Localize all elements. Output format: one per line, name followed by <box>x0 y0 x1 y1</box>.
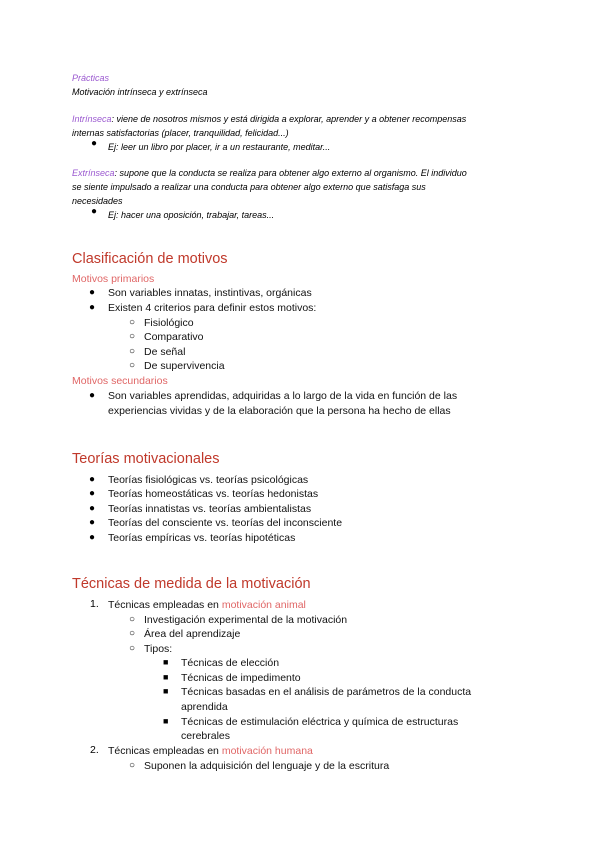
tipo-item: Técnicas de estimulación eléctrica y química de estructuras <box>181 716 459 728</box>
bullet-icon: ● <box>91 206 98 217</box>
motivacion-humana-highlight: motivación humana <box>221 745 313 757</box>
intrinseca-line2: internas satisfactorias (placer, tranquilidad, felicidad...) <box>72 128 289 138</box>
bullet-icon: ● <box>89 503 96 514</box>
tecnicas-item1-prefix: Técnicas empleadas en <box>108 599 222 611</box>
extrinseca-text: : supone que la conducta se realiza para obtener algo externo al organismo. El individuo <box>114 168 467 178</box>
primarios-item: Existen 4 criterios para definir estos motivos: <box>108 302 317 314</box>
tecnicas-subitem: Área del aprendizaje <box>144 628 241 640</box>
secundarios-line2: experiencias vividas y de la elaboración que la persona ha hecho de ellas <box>108 405 451 417</box>
primarios-item: Son variables innatas, instintivas, orgánicas <box>108 287 312 299</box>
circle-bullet-icon: ○ <box>129 346 136 357</box>
teoria-item: Teorías fisiológicas vs. teorías psicológicas <box>108 474 309 486</box>
intrinseca-text: : viene de nosotros mismos y está dirigida a explorar, aprender y a obtener recompensas <box>111 114 467 124</box>
square-bullet-icon: ■ <box>163 657 169 667</box>
bullet-icon: ● <box>89 302 96 313</box>
bullet-icon: ● <box>91 138 98 149</box>
circle-bullet-icon: ○ <box>129 331 136 342</box>
circle-bullet-icon: ○ <box>129 360 136 371</box>
list-number: 2. <box>90 744 99 756</box>
circle-bullet-icon: ○ <box>129 760 136 771</box>
criterio-item: Fisiológico <box>144 317 194 329</box>
criterio-item: De supervivencia <box>144 360 225 372</box>
tecnicas-item2-prefix: Técnicas empleadas en <box>108 745 222 757</box>
tecnicas-item1 <box>108 598 306 613</box>
tecnicas-title: Técnicas de medida de la motivación <box>72 576 311 592</box>
secundarios-line1: Son variables aprendidas, adquiridas a lo largo de la vida en función de las <box>108 390 458 402</box>
circle-bullet-icon: ○ <box>129 643 136 654</box>
intrinseca-line1 <box>72 112 466 126</box>
list-number: 1. <box>90 598 99 610</box>
bullet-icon: ● <box>89 517 96 528</box>
tipo-item: Técnicas basadas en el análisis de parámetros de la conducta <box>181 686 472 698</box>
tecnicas-item2 <box>108 744 313 759</box>
tipo-item-continuation: cerebrales <box>181 730 231 742</box>
tipo-item-continuation: aprendida <box>181 701 228 713</box>
extrinseca-line3: necesidades <box>72 196 123 206</box>
motivos-primarios-label: Motivos primarios <box>72 273 155 285</box>
circle-bullet-icon: ○ <box>129 317 136 328</box>
teoria-item: Teorías del consciente vs. teorías del inconsciente <box>108 517 343 529</box>
extrinseca-term: Extrínseca <box>72 168 115 178</box>
teorias-title: Teorías motivacionales <box>72 451 220 467</box>
square-bullet-icon: ■ <box>163 672 169 682</box>
criterio-item: Comparativo <box>144 331 204 343</box>
teoria-item: Teorías homeostáticas vs. teorías hedonistas <box>108 488 319 500</box>
clasificacion-title: Clasificación de motivos <box>72 251 228 267</box>
extrinseca-line2: se siente impulsado a realizar una conducta para obtener algo externo que satisfaga sus <box>72 182 426 192</box>
practicas-heading: Prácticas <box>72 73 110 83</box>
tipo-item: Técnicas de elección <box>181 657 280 669</box>
bullet-icon: ● <box>89 287 96 298</box>
tecnicas-subitem: Investigación experimental de la motivación <box>144 614 348 626</box>
extrinseca-example: Ej: hacer una oposición, trabajar, tareas... <box>108 210 275 220</box>
bullet-icon: ● <box>89 390 96 401</box>
bullet-icon: ● <box>89 488 96 499</box>
circle-bullet-icon: ○ <box>129 614 136 625</box>
square-bullet-icon: ■ <box>163 716 169 726</box>
criterio-item: De señal <box>144 346 186 358</box>
bullet-icon: ● <box>89 532 96 543</box>
intrinseca-example: Ej: leer un libro por placer, ir a un restaurante, meditar... <box>108 142 331 152</box>
teoria-item: Teorías innatistas vs. teorías ambientalistas <box>108 503 312 515</box>
bullet-icon: ● <box>89 474 96 485</box>
tecnicas-subitem: Tipos: <box>144 643 173 655</box>
circle-bullet-icon: ○ <box>129 628 136 639</box>
tipo-item: Técnicas de impedimento <box>181 672 301 684</box>
motivacion-animal-highlight: motivación animal <box>221 599 306 611</box>
square-bullet-icon: ■ <box>163 686 169 696</box>
teoria-item: Teorías empíricas vs. teorías hipotéticas <box>108 532 296 544</box>
motivos-secundarios-label: Motivos secundarios <box>72 375 168 387</box>
tecnicas-subitem: Suponen la adquisición del lenguaje y de la escritura <box>144 760 390 772</box>
extrinseca-line1 <box>72 166 467 180</box>
practicas-subheading: Motivación intrínseca y extrínseca <box>72 87 208 97</box>
intrinseca-term: Intrínseca <box>72 114 112 124</box>
